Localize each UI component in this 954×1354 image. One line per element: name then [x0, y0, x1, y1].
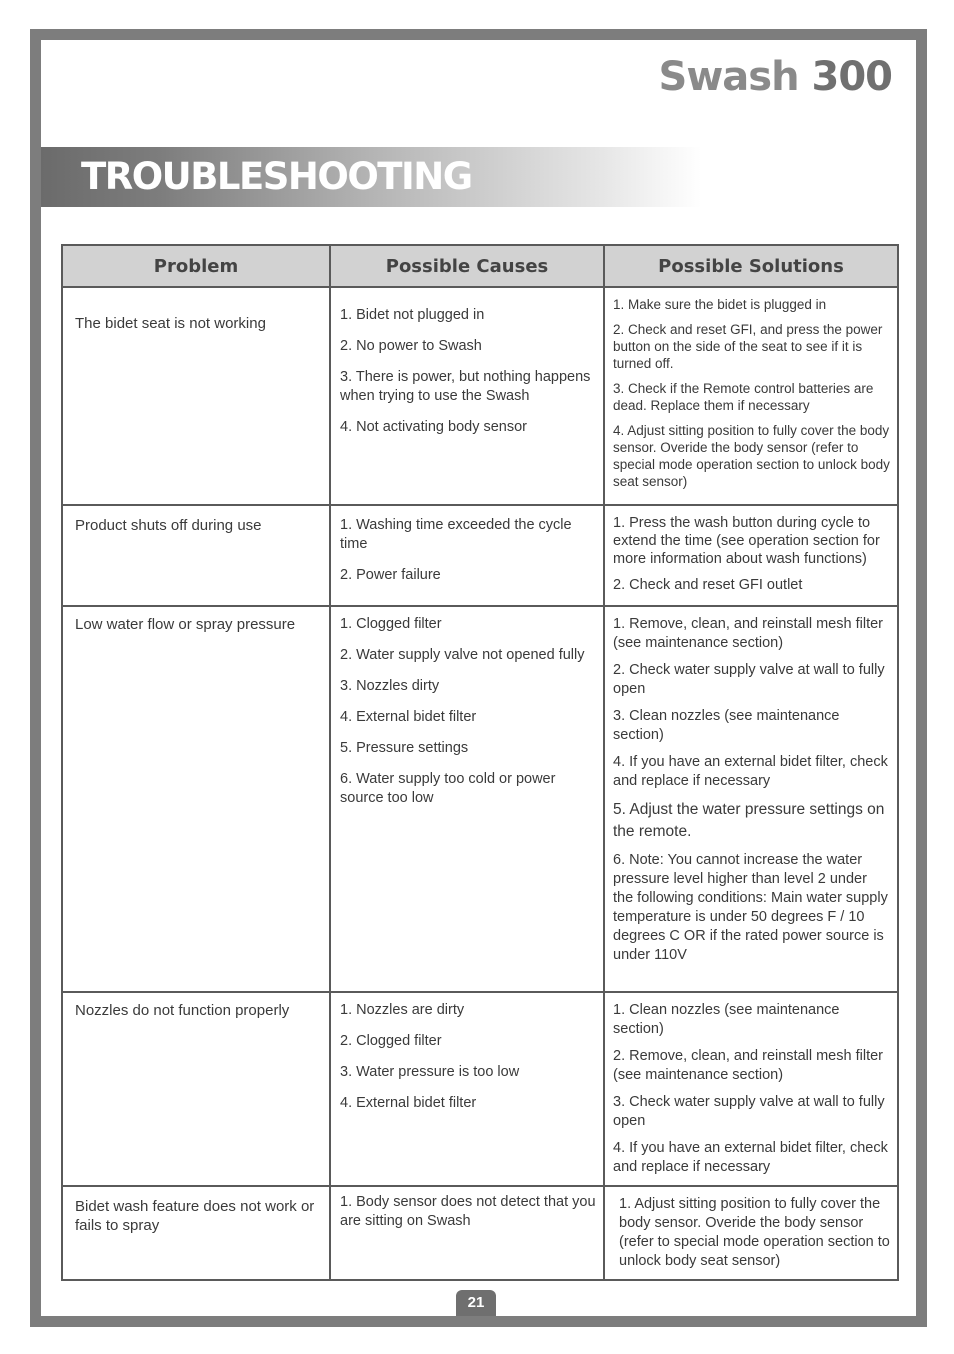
cause-item: 6. Water supply too cold or power source too low: [340, 771, 556, 806]
solutions-cell: [604, 505, 898, 606]
cause-item: 3. There is power, but nothing happens when trying to use the Swash: [340, 369, 591, 404]
solution-item: 1. Press the wash button during cycle to extend the time (see operation section for more information about wash functions): [613, 515, 880, 567]
header-possible-causes: Possible Causes: [330, 245, 604, 287]
page-number: 21: [456, 1290, 496, 1316]
problem-cell: Bidet wash feature does not work or fails to spray: [62, 1186, 330, 1280]
cause-item: 1. Nozzles are dirty: [340, 1002, 465, 1018]
causes-cell: [330, 287, 604, 505]
brand-model: 300: [811, 54, 892, 100]
cause-item: 4. External bidet filter: [340, 1095, 477, 1111]
table-row: [62, 1186, 898, 1280]
solution-item: 2. Remove, clean, and reinstall mesh filter (see maintenance section): [613, 1048, 883, 1083]
cause-item: 1. Body sensor does not detect that you are sitting on Swash: [340, 1194, 596, 1229]
solutions-cell: [604, 1186, 898, 1280]
solution-item: 1. Make sure the bidet is plugged in: [613, 297, 827, 312]
solution-item: 4. If you have an external bidet filter, check and replace if necessary: [613, 754, 888, 789]
solution-item: 3. Check water supply valve at wall to fully open: [613, 1094, 885, 1129]
table-row: [62, 505, 898, 606]
cause-item: 3. Water pressure is too low: [340, 1064, 520, 1080]
section-banner: [41, 147, 701, 207]
cause-item: 2. No power to Swash: [340, 338, 482, 354]
solution-item: 2. Check water supply valve at wall to fully open: [613, 662, 885, 697]
solution-item: 1. Adjust sitting position to fully cover the body sensor. Overide the body sensor (refer to special mode operation section to unlock body seat sensor): [619, 1196, 890, 1269]
table-row: [62, 287, 898, 505]
table-row: [62, 606, 898, 992]
solution-item: 5. Adjust the water pressure settings on the remote.: [613, 801, 885, 840]
solution-item: 3. Check if the Remote control batteries are dead. Replace them if necessary: [613, 381, 874, 413]
causes-cell: [330, 992, 604, 1186]
problem-cell: The bidet seat is not working: [62, 287, 330, 505]
header-problem: Problem: [62, 245, 330, 287]
solutions-cell: [604, 287, 898, 505]
solutions-cell: [604, 992, 898, 1186]
causes-cell: [330, 505, 604, 606]
solution-item: 1. Clean nozzles (see maintenance section): [613, 1002, 840, 1037]
solution-item: 3. Clean nozzles (see maintenance section): [613, 708, 840, 743]
solution-item: 4. Adjust sitting position to fully cover the body sensor. Overide the body sensor (refer to special mode operation section to unlock body seat sensor): [613, 423, 890, 489]
solution-item: 2. Check and reset GFI, and press the power button on the side of the seat to see if it is turned off.: [613, 322, 883, 371]
solution-item: 2. Check and reset GFI outlet: [613, 577, 803, 593]
cause-item: 2. Water supply valve not opened fully: [340, 647, 585, 663]
cause-item: 1. Bidet not plugged in: [340, 307, 485, 323]
cause-item: 4. External bidet filter: [340, 709, 477, 725]
solutions-cell: [604, 606, 898, 992]
problem-cell: Low water flow or spray pressure: [62, 606, 330, 992]
solution-item: 1. Remove, clean, and reinstall mesh filter (see maintenance section): [613, 616, 883, 651]
solution-item: 4. If you have an external bidet filter, check and replace if necessary: [613, 1140, 888, 1175]
cause-item: 3. Nozzles dirty: [340, 678, 440, 694]
cause-item: 1. Clogged filter: [340, 616, 442, 632]
section-title: TROUBLESHOOTING: [81, 155, 472, 198]
cause-item: 2. Clogged filter: [340, 1033, 442, 1049]
brand-logo: [659, 52, 892, 102]
causes-cell: [330, 1186, 604, 1280]
brand-name: Swash: [658, 54, 799, 100]
header-possible-solutions: Possible Solutions: [604, 245, 898, 287]
causes-cell: [330, 606, 604, 992]
cause-item: 5. Pressure settings: [340, 740, 469, 756]
cause-item: 4. Not activating body sensor: [340, 419, 527, 435]
solution-item: 6. Note: You cannot increase the water pressure level higher than level 2 under the following conditions: Main water supply temperature is under 50 degrees F / 10 degrees C OR if the rated power source is under 110V: [613, 852, 888, 963]
problem-cell: Nozzles do not function properly: [62, 992, 330, 1186]
cause-item: 1. Washing time exceeded the cycle time: [340, 517, 572, 552]
problem-cell: Product shuts off during use: [62, 505, 330, 606]
table-row: [62, 992, 898, 1186]
cause-item: 2. Power failure: [340, 567, 441, 583]
troubleshooting-table: [61, 244, 899, 1281]
table-header-row: [62, 245, 898, 287]
